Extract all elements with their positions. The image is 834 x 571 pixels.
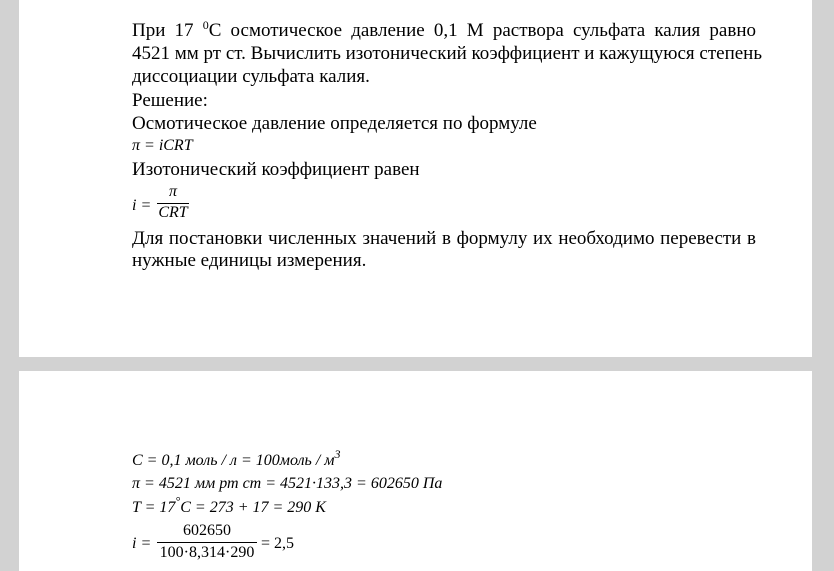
solution-label: Решение: — [132, 90, 208, 111]
isotonic-coefficient-text: Изотонический коэффициент равен — [132, 159, 420, 180]
problem-line-1: При 17 $^0$С осмотическое давление 0,1 М раствора сульфата калия равно — [132, 18, 756, 41]
equation-i-fraction-bar — [157, 542, 257, 543]
osmotic-pressure-text: Осмотическое давление определяется по формуле — [132, 113, 537, 134]
equation-i-result: = 2,5 — [261, 535, 295, 552]
formula-osmotic-pressure: π = iCRT — [132, 137, 193, 154]
document-page-2 — [19, 371, 812, 571]
problem-line-2: 4521 мм рт ст. Вычислить изотонический коэффициент и кажущуюся степень — [132, 43, 763, 64]
units-text-line-1: Для постановки численных значений в формулу их необходимо перевести в — [132, 228, 756, 249]
formula-i-denominator: CRT — [158, 204, 188, 221]
equation-pressure: π = 4521 мм рт ст = 4521·133,3 = 602650 Па — [132, 475, 443, 492]
formula-i-numerator: π — [168, 183, 177, 200]
equation-concentration: C = 0,1 моль / л = 100моль / $м^3$ — [132, 447, 341, 469]
equation-temperature: T = 17°C = 273 + 17 = 290 K — [132, 494, 326, 516]
equation-i-lhs: i = — [132, 535, 152, 552]
document-page-1 — [19, 0, 812, 357]
equation-i-denominator: 100·8,314·290 — [159, 544, 255, 561]
equation-i-numerator: 602650 — [183, 522, 231, 539]
problem-line-3: диссоциации сульфата калия. — [132, 66, 370, 87]
units-text-line-2: нужные единицы измерения. — [132, 250, 367, 271]
formula-i-lhs: i = — [132, 197, 152, 214]
